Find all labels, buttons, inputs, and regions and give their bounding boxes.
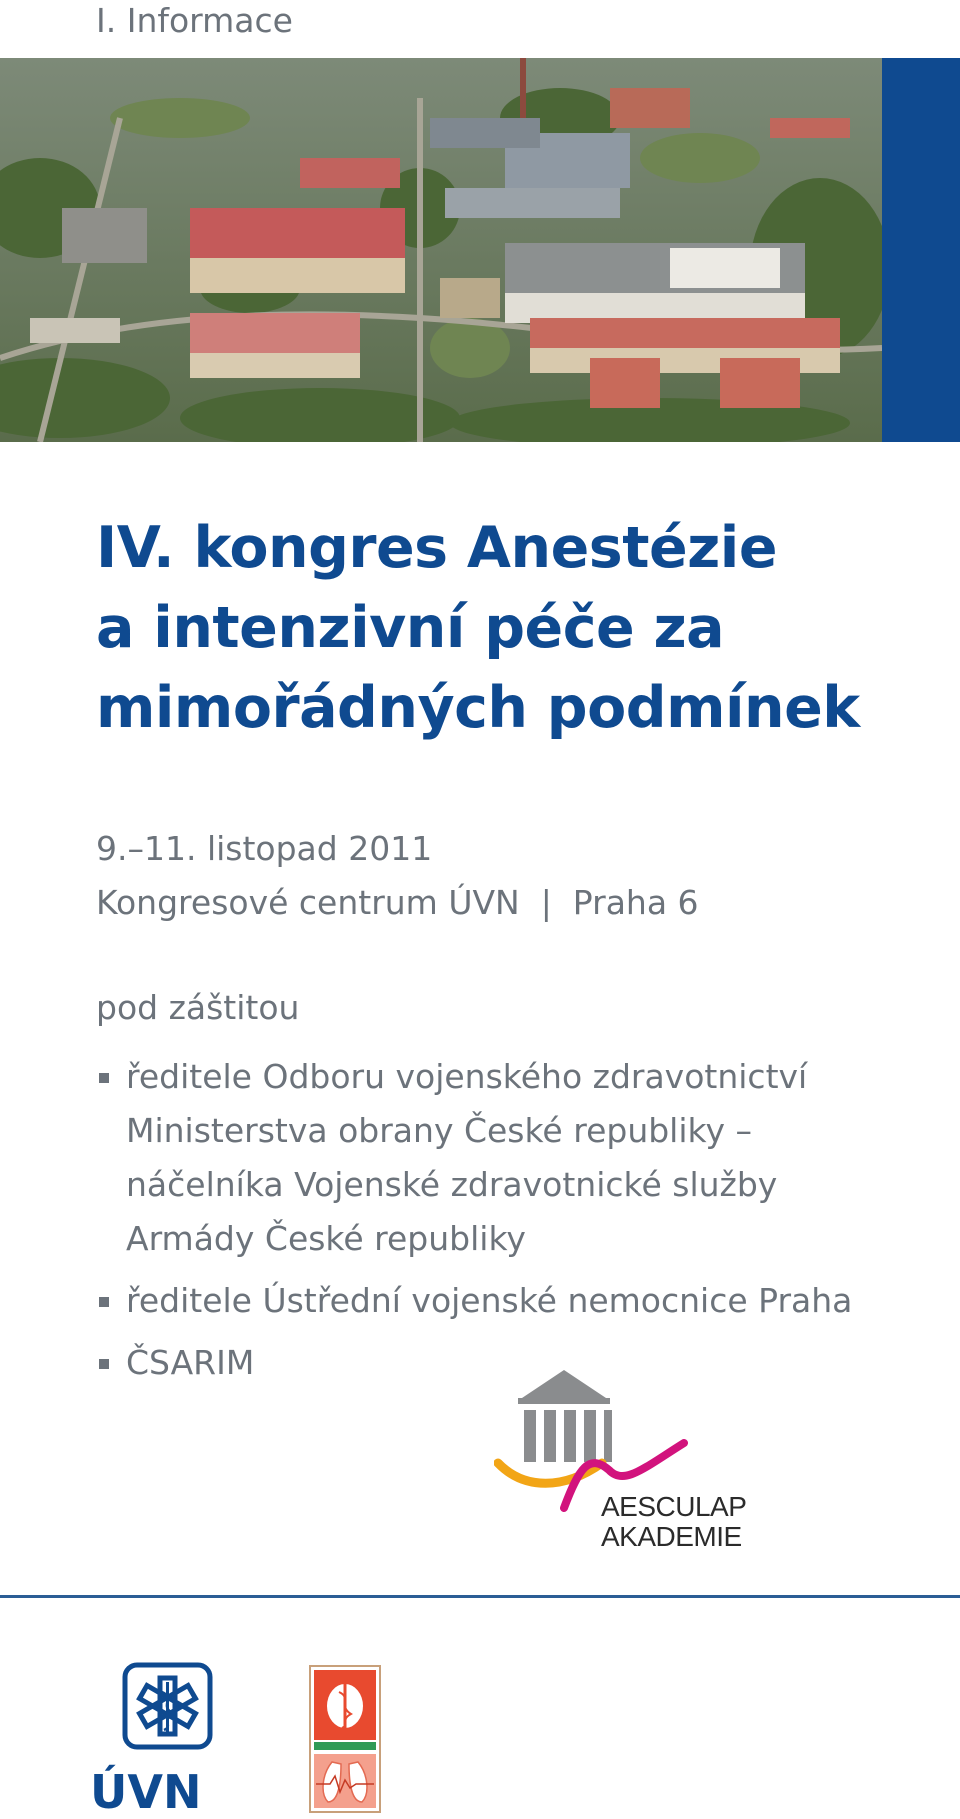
- bullet-icon: [99, 1359, 109, 1369]
- list-item: [96, 1274, 852, 1328]
- hero-image: [0, 58, 960, 442]
- uvn-logo: [90, 1660, 250, 1815]
- event-date: 9.–11. listopad 2011: [96, 829, 433, 868]
- list-item: [96, 1050, 852, 1266]
- list-item-line: ředitele Odboru vojenského zdravotnictví: [126, 1057, 808, 1096]
- aesculap-line-2: AKADEMIE: [601, 1521, 742, 1552]
- anesthesiology-society-logo: [308, 1664, 382, 1814]
- aerial-hospital-campus-photo: [0, 58, 960, 442]
- list-item-line: Ministerstva obrany České republiky –: [126, 1111, 752, 1150]
- event-venue: Kongresové centrum ÚVN | Praha 6: [96, 883, 699, 922]
- list-item-line: Armády České republiky: [126, 1219, 526, 1258]
- event-info: [96, 822, 699, 930]
- list-item-line: náčelníka Vojenské zdravotnické služby: [126, 1165, 778, 1204]
- list-item-line: ředitele Ústřední vojenské nemocnice Praha: [126, 1281, 853, 1320]
- heart-lungs-icon: [308, 1664, 382, 1814]
- aesculap-line-1: AESCULAP: [601, 1491, 747, 1522]
- title-line-1: IV. kongres Anestézie: [96, 515, 777, 581]
- patronage-label: pod záštitou: [96, 988, 300, 1027]
- bullet-icon: [99, 1297, 109, 1307]
- title-line-2: a intenzivní péče za: [96, 595, 725, 661]
- star-of-life-icon: [90, 1660, 250, 1815]
- patronage-list: [96, 1050, 852, 1398]
- title-line-3: mimořádných podmínek: [96, 675, 860, 741]
- divider: [0, 1595, 960, 1598]
- list-item-line: ČSARIM: [126, 1343, 255, 1382]
- section-label: I. Informace: [96, 1, 293, 40]
- bullet-icon: [99, 1073, 109, 1083]
- congress-title: [96, 508, 860, 748]
- uvn-label: ÚVN: [90, 1765, 202, 1815]
- aesculap-wordmark: [601, 1492, 746, 1552]
